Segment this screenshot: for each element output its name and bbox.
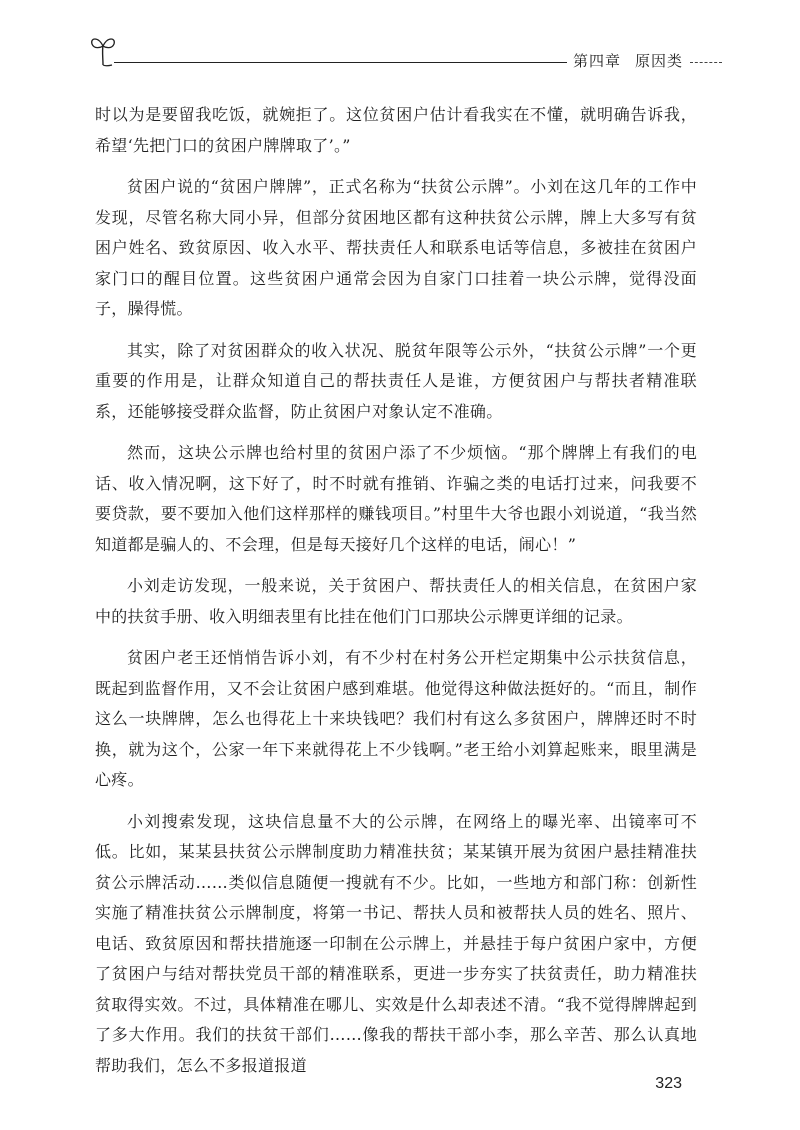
paragraph: 其实，除了对贫困群众的收入状况、脱贫年限等公示外，“扶贫公示牌”一个更重要的作用是，让群众知道自己的帮扶责任人是谁，方便贫困户与帮扶者精准联系，还能够接受群众监督，防止贫困户对象认定不准确。 bbox=[95, 340, 697, 421]
paragraph: 贫困户说的“贫困户牌牌”，正式名称为“扶贫公示牌”。小刘在这几年的工作中发现，尽管名称大同小异，但部分贫困地区都有这种扶贫公示牌，牌上大多写有贫困户姓名、致贫原因、收入水平、帮扶责任人和联系电话等信息，多被挂在贫困户家门口的醒目位置。这些贫困户通常会因为自家门口挂着一块公示牌，觉得没面子，臊得慌。 bbox=[95, 177, 697, 318]
running-header bbox=[82, 28, 722, 80]
chapter-number: 第四章 bbox=[573, 52, 622, 70]
paragraph: 小刘走访发现，一般来说，关于贫困户、帮扶责任人的相关信息，在贫困户家中的扶贫手册、收入明细表里有比挂在他们门口那块公示牌更详细的记录。 bbox=[95, 576, 697, 626]
chapter-title bbox=[567, 50, 689, 71]
body-text bbox=[95, 100, 697, 1092]
header-rule bbox=[114, 62, 644, 63]
page-number: 323 bbox=[655, 1075, 682, 1092]
header-rule-tail bbox=[690, 62, 722, 63]
paragraph: 然而，这块公示牌也给村里的贫困户添了不少烦恼。“那个牌牌上有我们的电话、收入情况啊，这下好了，时不时就有推销、诈骗之类的电话打过来，问我要不要贷款，要不要加入他们这样那样的赚钱项目。”村里牛大爷也跟小刘说道，“我当然知道都是骗人的、不会理，但是每天接好几个这样的电话，闹心！” bbox=[95, 443, 697, 554]
section-title: 原因类 bbox=[635, 52, 684, 70]
paragraph: 时以为是要留我吃饭，就婉拒了。这位贫困户估计看我实在不懂，就明确告诉我，希望‘先把门口的贫困户牌牌取了’。” bbox=[95, 105, 697, 155]
paragraph: 贫困户老王还悄悄告诉小刘，有不少村在村务公开栏定期集中公示扶贫信息，既起到监督作用，又不会让贫困户感到难堪。他觉得这种做法挺好的。“而且，制作这么一块牌牌，怎么也得花上十来块钱吧？我们村有这么多贫困户，牌牌还时不时换，就为这个，公家一年下来就得花上不少钱啊。”老王给小刘算起账来，眼里满是心疼。 bbox=[95, 648, 697, 789]
paragraph: 小刘搜索发现，这块信息量不大的公示牌，在网络上的曝光率、出镜率可不低。比如，某某县扶贫公示牌制度助力精准扶贫；某某镇开展为贫困户悬挂精准扶贫公示牌活动……类似信息随便一搜就有不少。比如，一些地方和部门称：创新性实施了精准扶贫公示牌制度，将第一书记、帮扶人员和被帮扶人员的姓名、照片、电话、致贫原因和帮扶措施逐一印制在公示牌上，并悬挂于每户贫困户家中，方便了贫困户与结对帮扶党员干部的精准联系，更进一步夯实了扶贫责任，助力精准扶贫取得实效。不过，具体精准在哪儿、实效是什么却表述不清。“我不觉得牌牌起到了多大作用。我们的扶贫干部们……像我的帮扶干部小李，那么辛苦、那么认真地帮助我们，怎么不多报道报道 bbox=[95, 811, 697, 1075]
